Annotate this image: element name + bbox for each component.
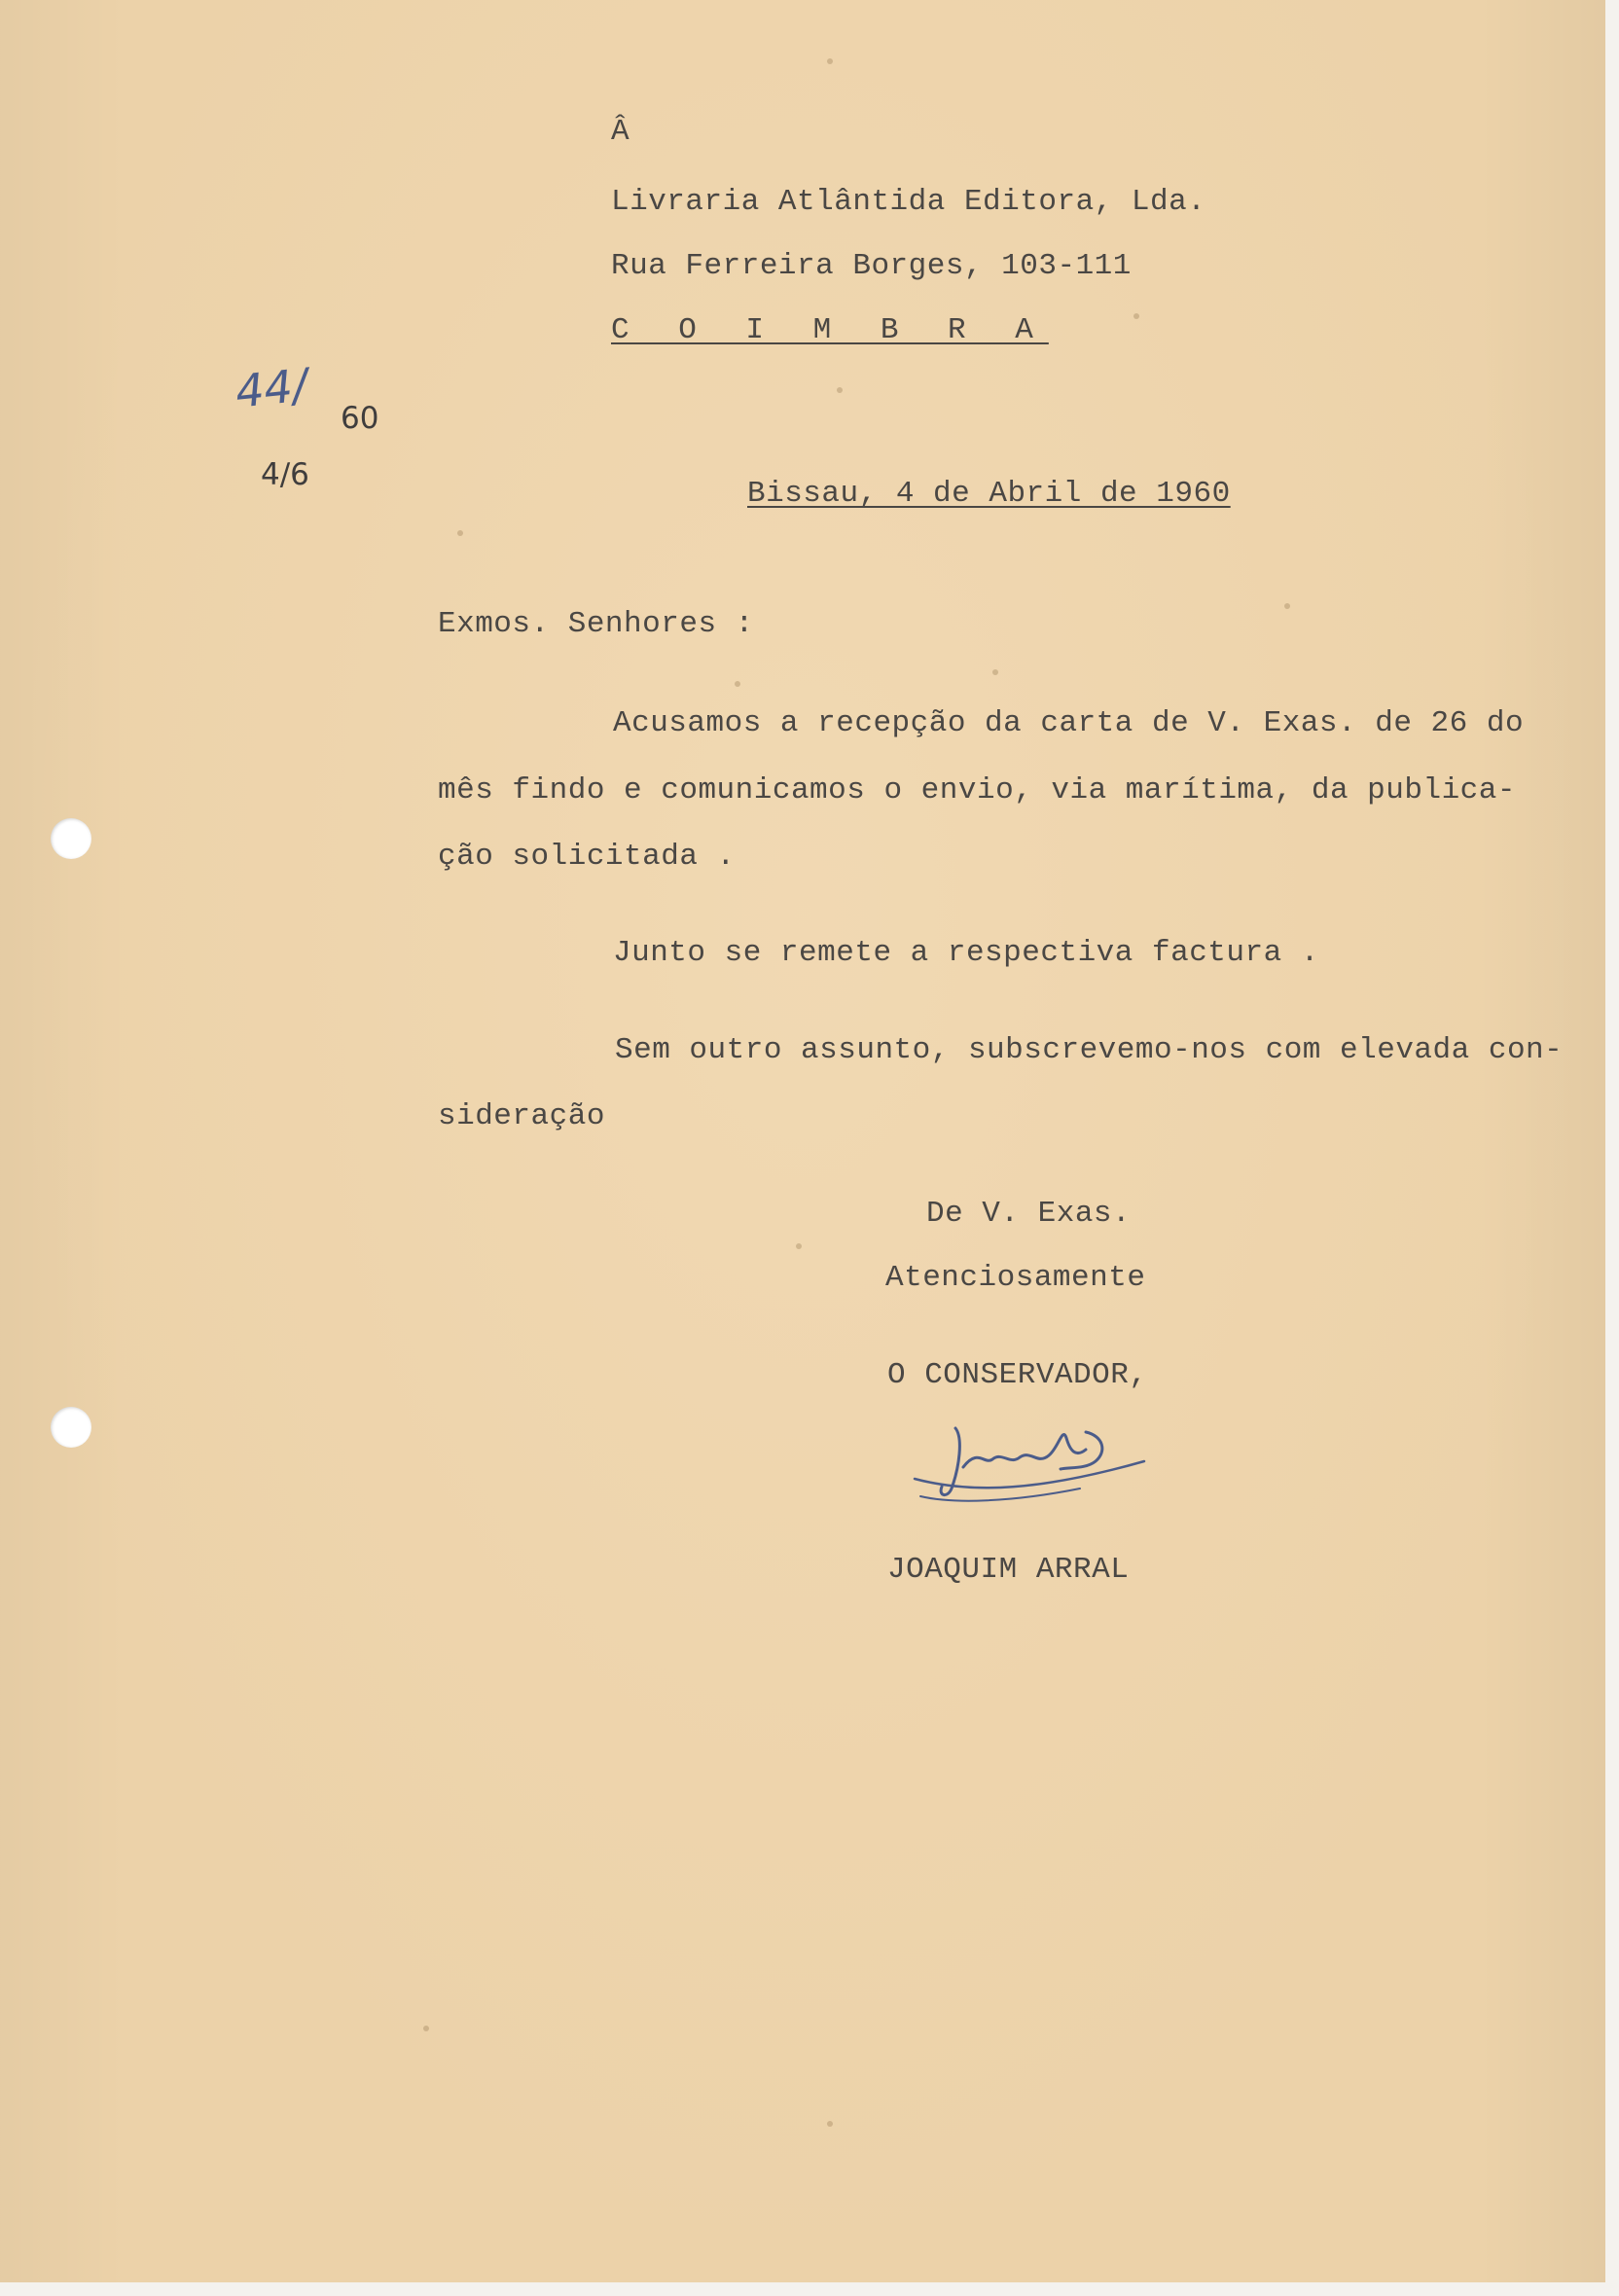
paper-speck: [1284, 603, 1290, 609]
body-paragraph-2: Junto se remete a respectiva factura .: [613, 936, 1319, 970]
signer-name: JOAQUIM ARRAL: [887, 1553, 1130, 1587]
signer-title: O CONSERVADOR,: [887, 1358, 1148, 1392]
paper-speck: [992, 669, 998, 675]
recipient-street: Rua Ferreira Borges, 103-111: [611, 249, 1132, 283]
signature: [895, 1409, 1168, 1516]
handwritten-reference: 44/: [233, 358, 310, 418]
body-paragraph-3-line-2: sideração: [438, 1099, 605, 1133]
punch-hole-upper: [51, 818, 91, 859]
paper-speck: [457, 530, 463, 536]
recipient-prefix: Â: [611, 115, 630, 149]
paper-speck: [837, 387, 843, 393]
body-paragraph-1-line-2: mês findo e comunicamos o envio, via marítima, da publica-: [438, 773, 1516, 807]
paper-speck: [796, 1243, 802, 1249]
recipient-company: Livraria Atlântida Editora, Lda.: [611, 185, 1206, 219]
reference-year: 60: [341, 401, 379, 436]
body-paragraph-3-line-1: Sem outro assunto, subscrevemo-nos com elevada con-: [615, 1033, 1564, 1067]
closing-regards: Atenciosamente: [885, 1261, 1146, 1295]
body-paragraph-1-line-3: ção solicitada .: [438, 840, 736, 874]
paper-speck: [423, 2026, 429, 2031]
paper-speck: [827, 58, 833, 64]
greeting: Exmos. Senhores :: [438, 607, 754, 641]
scan-border-bottom: [0, 2282, 1619, 2296]
date-line: Bissau, 4 de Abril de 1960: [747, 477, 1231, 511]
punch-hole-lower: [51, 1407, 91, 1448]
recipient-city: C O I M B R A: [611, 313, 1049, 347]
reference-pencil-note: 4/6: [261, 457, 309, 492]
paper-speck: [1133, 313, 1139, 319]
paper-speck: [827, 2121, 833, 2127]
body-paragraph-1-line-1: Acusamos a recepção da carta de V. Exas. de 26 do: [613, 706, 1525, 740]
closing-courtesy: De V. Exas.: [926, 1197, 1132, 1231]
scan-border-right: [1605, 0, 1619, 2296]
paper-speck: [735, 681, 740, 687]
